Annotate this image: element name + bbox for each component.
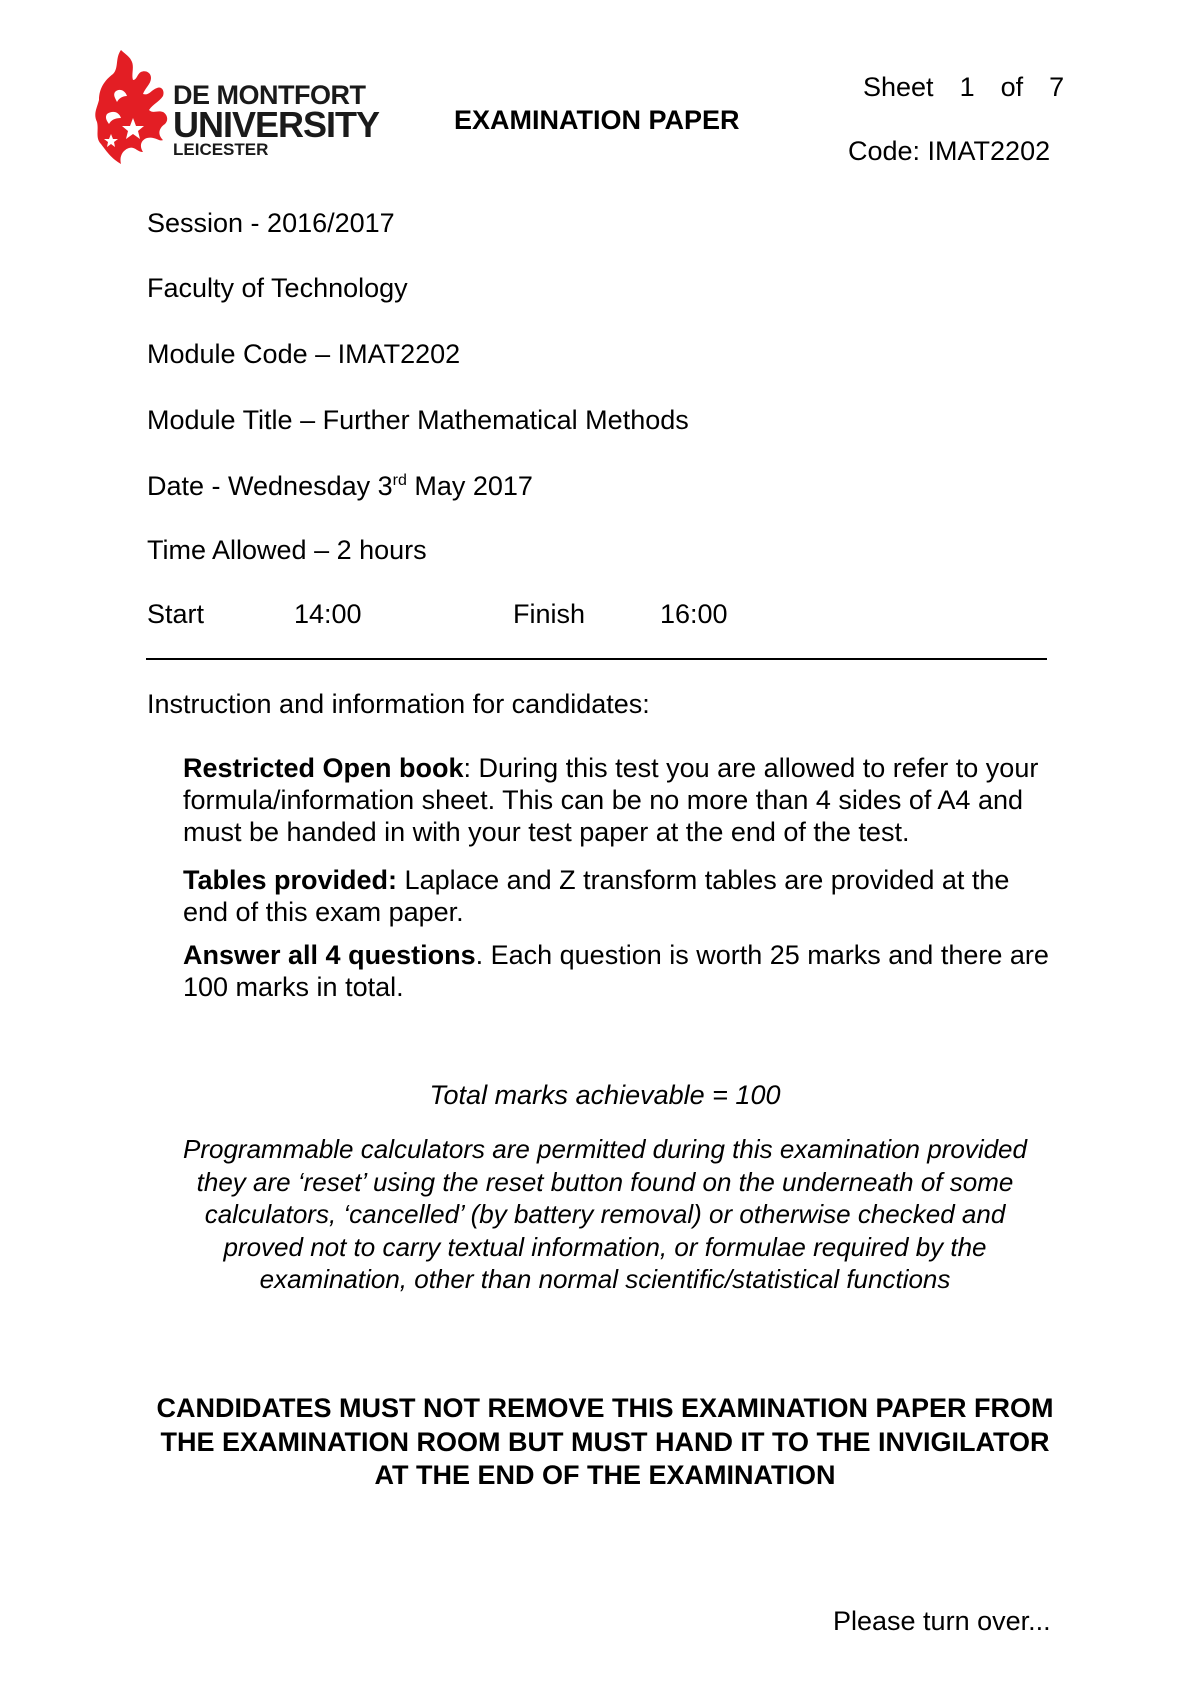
paper-code: Code: IMAT2202 (848, 136, 1051, 166)
removal-warning: CANDIDATES MUST NOT REMOVE THIS EXAMINATION PAPER FROM THE EXAMINATION ROOM BUT MUST HAND IT TO THE INVIGILATOR AT THE END OF THE EXAMINATION (156, 1393, 1054, 1490)
session-line: Session - 2016/2017 (147, 208, 395, 238)
date-prefix: Date - Wednesday 3 (147, 471, 393, 501)
tables-provided-text: Laplace and Z transform tables are provided at the end of this exam paper. (183, 865, 1010, 927)
instructions-heading: Instruction and information for candidates: (147, 689, 650, 719)
logo-line-1: DE MONTFORT (173, 80, 366, 110)
answer-all-label: Answer all 4 questions (183, 940, 476, 970)
restricted-open-book-text: : During this test you are allowed to refer to your formula/information sheet. This can be no more than 4 sides of A4 and must be handed in with your test paper at the end of the test. (183, 753, 1039, 847)
sheet-of: of (1000, 72, 1024, 102)
restricted-open-book-paragraph (183, 752, 1053, 848)
total-marks: Total marks achievable = 100 (429, 1080, 781, 1110)
university-logo (93, 48, 383, 166)
logo-line-2: UNIVERSITY (173, 104, 380, 145)
sheet-total: 7 (1049, 72, 1065, 102)
start-label: Start (147, 599, 205, 629)
answer-all-text: . Each question is worth 25 marks and there are 100 marks in total. (183, 940, 1049, 1002)
sheet-number: 1 (959, 72, 975, 102)
faculty-line: Faculty of Technology (147, 273, 408, 303)
date-suffix: May 2017 (406, 471, 533, 501)
logo-line-3: LEICESTER (173, 140, 269, 159)
sheet-indicator (863, 72, 1064, 103)
module-code-line: Module Code – IMAT2202 (147, 339, 461, 369)
please-turn-over: Please turn over... (833, 1606, 1051, 1636)
answer-all-paragraph (183, 939, 1053, 1003)
restricted-open-book-label: Restricted Open book (183, 753, 464, 783)
tables-provided-label: Tables provided: (183, 865, 398, 895)
finish-label: Finish (513, 599, 586, 629)
start-time: 14:00 (294, 599, 362, 629)
lion-crest-icon (93, 48, 173, 166)
finish-time: 16:00 (660, 599, 728, 629)
calculator-policy: Programmable calculators are permitted during this examination provided they are ‘reset’ using the reset button found on the underneath of some calculators, ‘cancelled’ (by battery removal) or otherwise checked and proved not to carry textual information, or formulae required by the examination, other than normal scientific/statistical functions (183, 1134, 1027, 1294)
date-ordinal: rd (392, 472, 407, 489)
date-line (147, 471, 533, 502)
sheet-label: Sheet (863, 72, 934, 102)
time-allowed-line: Time Allowed – 2 hours (147, 535, 427, 565)
tables-provided-paragraph (183, 864, 1053, 928)
exam-paper-title: EXAMINATION PAPER (454, 105, 740, 135)
module-title-line: Module Title – Further Mathematical Methods (147, 405, 689, 435)
horizontal-divider (146, 658, 1047, 660)
